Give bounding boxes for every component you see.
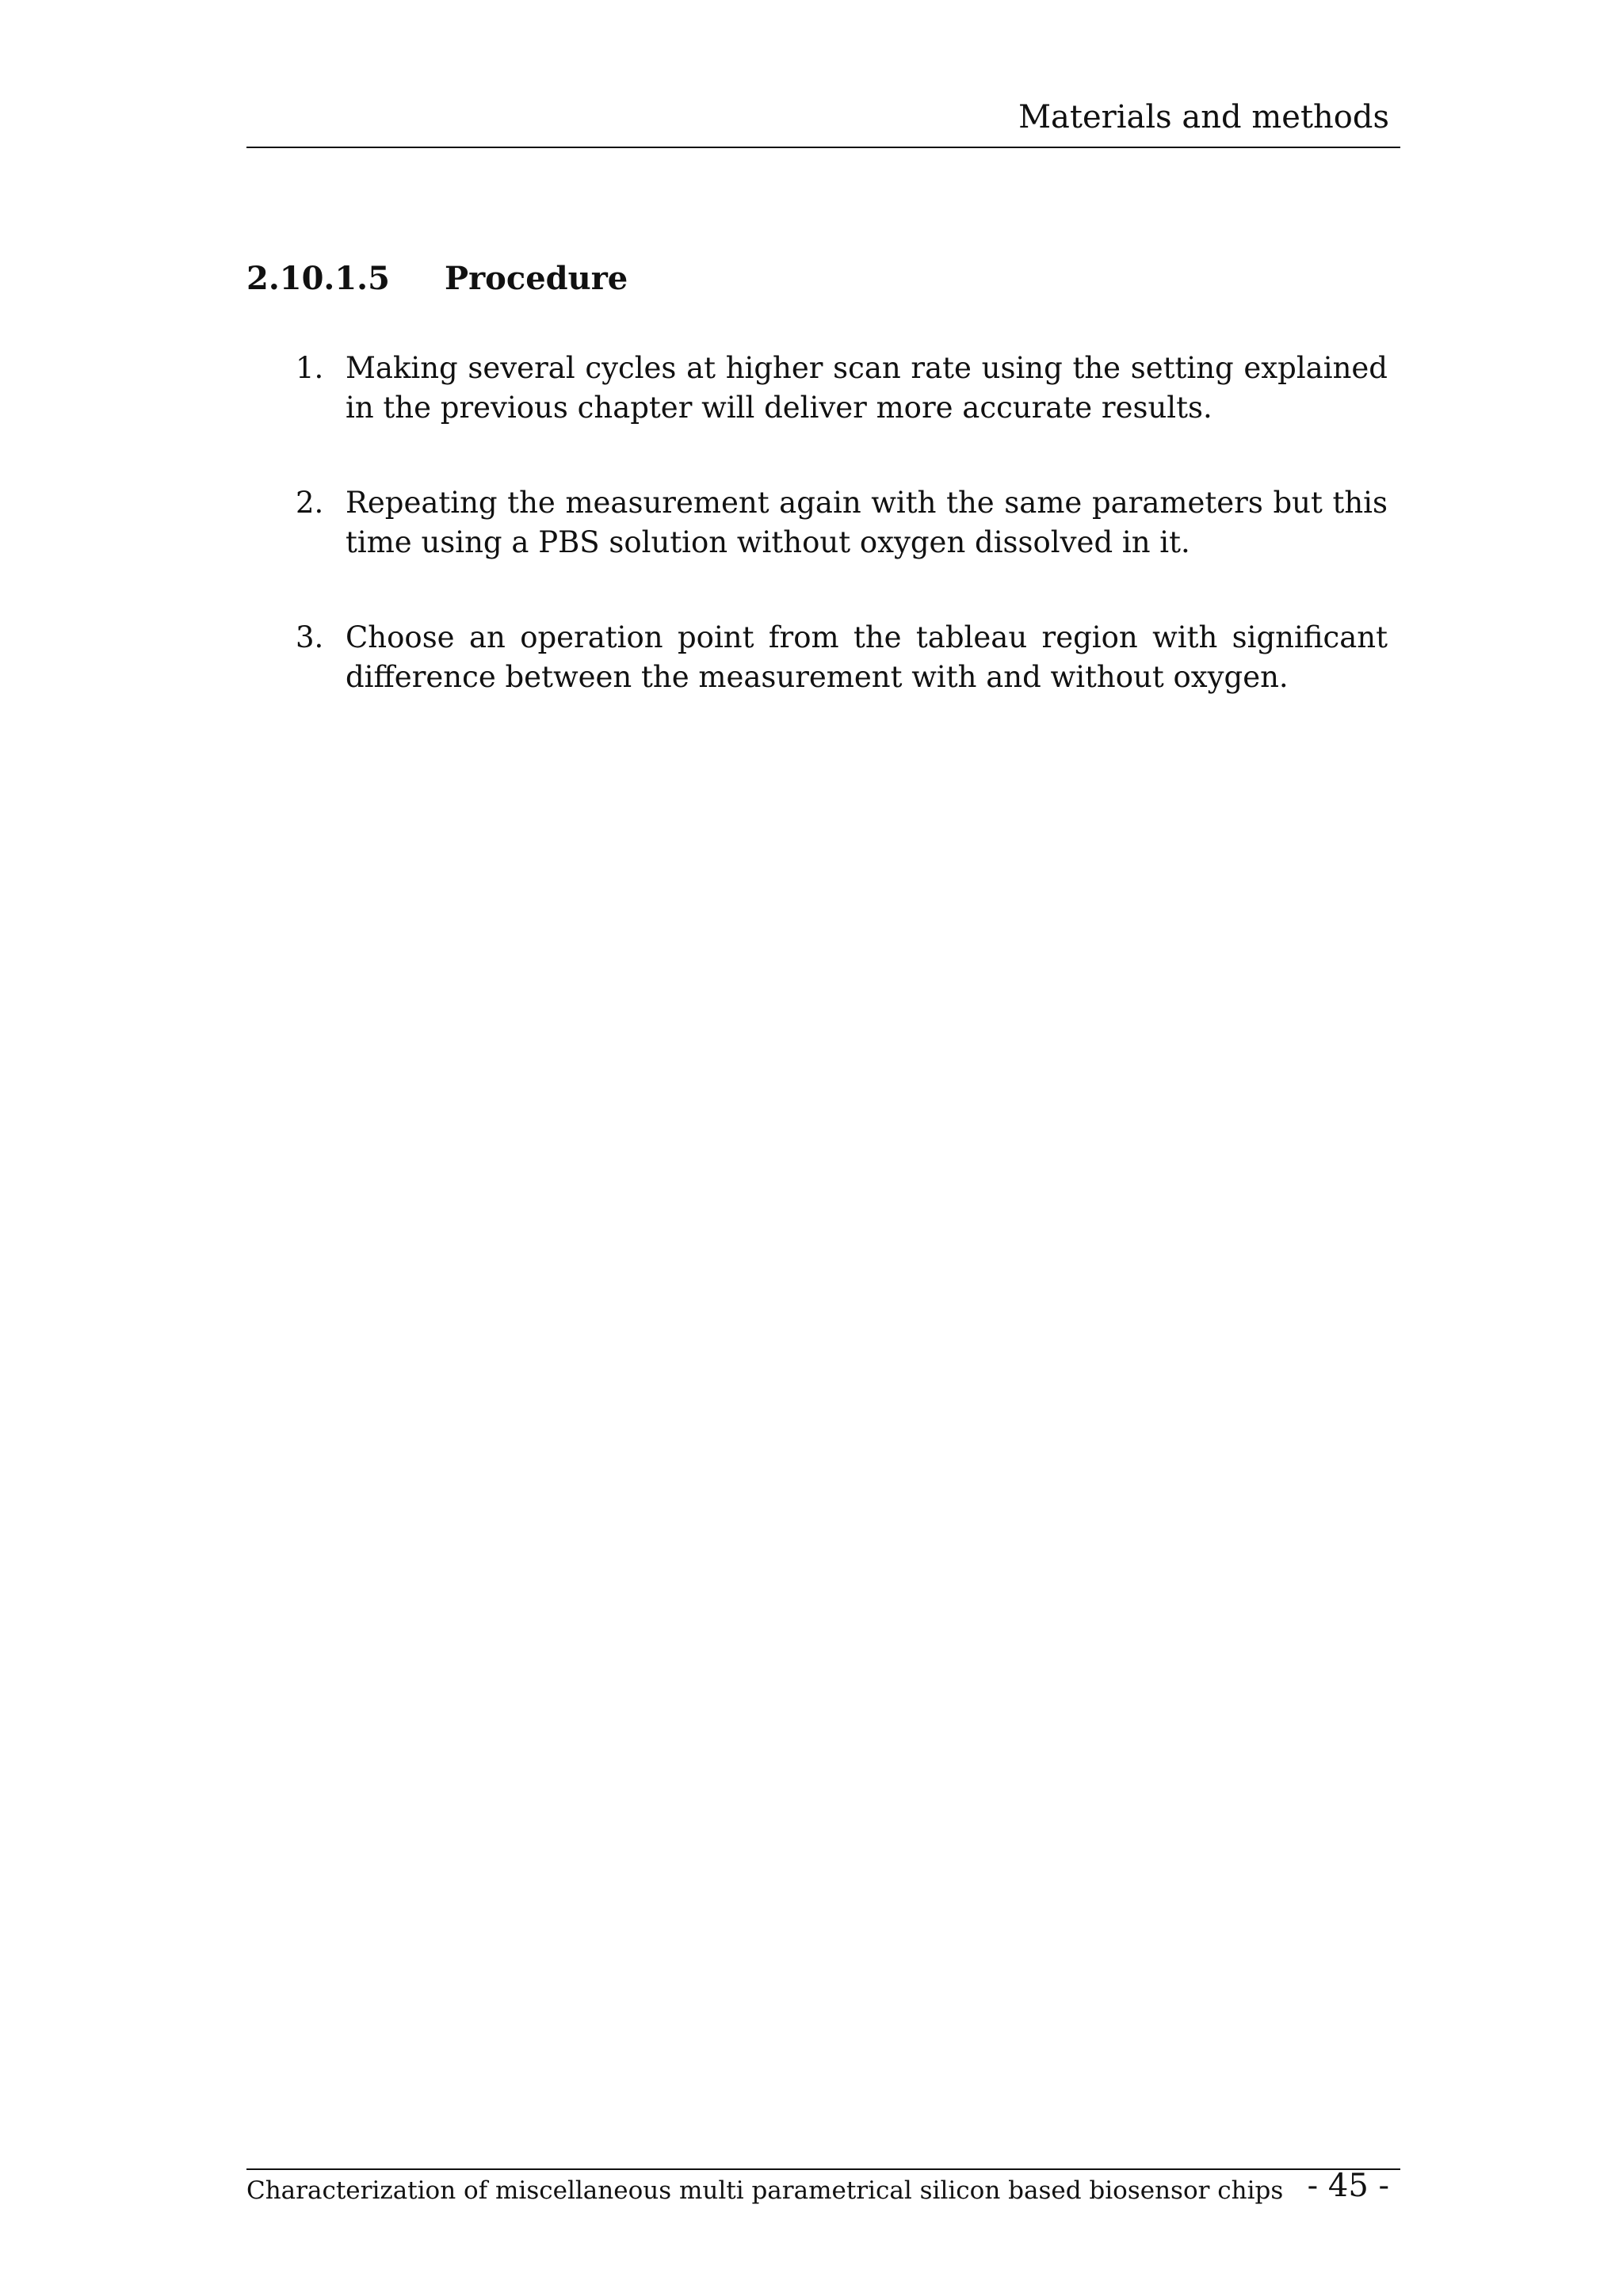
list-item: [246, 349, 1388, 428]
page-number: - 45 -: [1307, 2168, 1389, 2204]
section-title: Procedure: [445, 260, 628, 297]
list-item-text: Choose an operation point from the tableau region with significant difference between the measurement with and without oxygen.: [346, 620, 1388, 694]
list-item-number: 3.: [296, 620, 324, 654]
list-item-text: Repeating the measurement again with the same parameters but this time using a PBS solution without oxygen dissolved in it.: [346, 486, 1388, 559]
list-item-text: Making several cycles at higher scan rate using the setting explained in the previous chapter will deliver more accurate results.: [346, 351, 1388, 425]
procedure-list: [246, 349, 1388, 753]
list-item: [246, 483, 1388, 563]
header-divider: [246, 147, 1400, 148]
running-header-title: Materials and methods: [1018, 99, 1389, 135]
list-item-number: 2.: [296, 486, 324, 520]
footer-divider: [246, 2168, 1400, 2170]
list-item-number: 1.: [296, 351, 324, 385]
list-item: [246, 618, 1388, 697]
section-number: 2.10.1.5: [246, 260, 390, 297]
footer-document-title: Characterization of miscellaneous multi parametrical silicon based biosensor chips: [246, 2176, 1284, 2205]
section-heading: [246, 255, 628, 303]
